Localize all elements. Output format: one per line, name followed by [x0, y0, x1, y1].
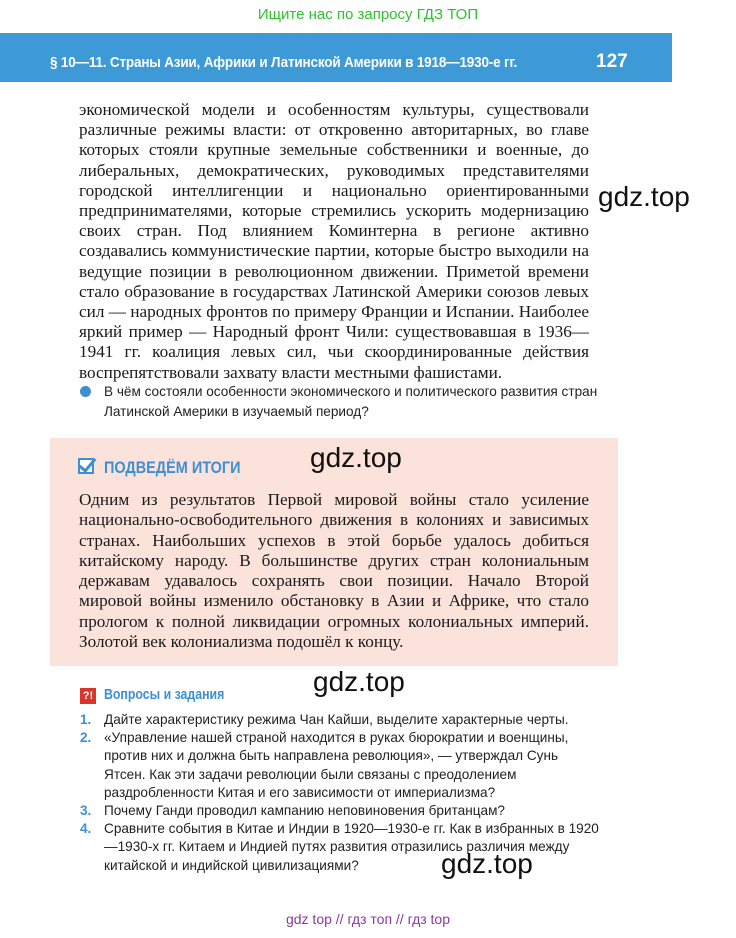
list-item: [80, 729, 600, 802]
watermark: gdz.top: [441, 848, 533, 879]
blue-bullet-icon: [80, 386, 91, 397]
checkmark-icon: [78, 458, 94, 474]
item-number: 4.: [80, 821, 92, 837]
item-number: 2.: [80, 730, 92, 746]
page-number: 127: [596, 51, 628, 72]
item-text: Почему Ганди проводил кампанию неповиновения британцам?: [104, 803, 505, 819]
list-item: [80, 802, 600, 820]
item-number: 1.: [80, 712, 92, 727]
questions-heading: Вопросы и задания: [104, 687, 225, 703]
question-exclamation-icon: ?!: [80, 688, 96, 704]
review-question-text: В чём состояли особенности экономического и политического развития стран Латинской Америки в изучаемый период?: [104, 384, 598, 419]
watermark: gdz.top: [598, 181, 690, 212]
watermark: gdz.top: [310, 442, 402, 473]
chapter-header-bar: [0, 33, 672, 82]
review-question: [80, 382, 600, 422]
footer-links[interactable]: gdz top // гдз топ // гдз top: [285, 911, 451, 927]
summary-heading: ПОДВЕДЁМ ИТОГИ: [104, 458, 241, 477]
watermark: gdz.top: [313, 666, 405, 697]
list-item: [80, 711, 600, 729]
search-hint-link[interactable]: Ищите нас по запросу ГДЗ ТОП: [257, 6, 479, 23]
body-paragraph-text: экономической модели и особенностям культуры, существовали различные режимы власти: от откровенно авторитарных, во главе которых стояли крупные земельные собственники и военные, до либеральных, демократических, руководимых представителями городской интеллигенции и национально ориентированными предпринимателями, которые стремились ускорить модернизацию своих стран. Под влиянием Коминтерна в регионе активно создавались коммунистические партии, которые быстро выходили на ведущие позиции в революционном движении. Приметой времени стало образование в государствах Латинской Америки союзов левых сил — народных фронтов по примеру Франции и Испании. Наиболее яркий пример — Народный фронт Чили: существовавшая в 1936—1941 гг. коалиция левых сил, чьи скоординированные действия воспрепятствовали захвату власти местными фашистами.: [79, 100, 589, 382]
item-text: Дайте характеристику режима Чан Кайши, выделите характерные черты.: [104, 712, 569, 727]
item-text: «Управление нашей страной находится в руках бюрократии и военщины, против них и должна быть направлена революция», — утверждал Сунь Ятсен. Как эти задачи революции были связаны с преодолением раздробленности Китая и его зависимости от империализма?: [104, 730, 569, 800]
item-text: Сравните события в Китае и Индии в 1920—1930-е гг. Как в избранных в 1920—1930-х гг. Китаем и Индией путях развития отразились различия между китайской и индийской цивилизациями?: [104, 821, 599, 873]
chapter-title: § 10—11. Страны Азии, Африки и Латинской Америки в 1918—1930-е гг.: [50, 54, 518, 71]
item-number: 3.: [80, 803, 92, 819]
summary-text: Одним из результатов Первой мировой войны стало усиление национально-освободительного движения в колониях и зависимых странах. Наибольших успехов в этой борьбе удалось добиться китайскому народу. В большинстве других стран колониальным державам удавалось сохранять свои позиции. Начало Второй мировой войны изменило обстановку в Азии и Африке, что стало прологом к полной ликвидации огромных колониальных империй. Золотой век колониализма подошёл к концу.: [79, 490, 589, 652]
body-paragraph: [79, 100, 589, 383]
